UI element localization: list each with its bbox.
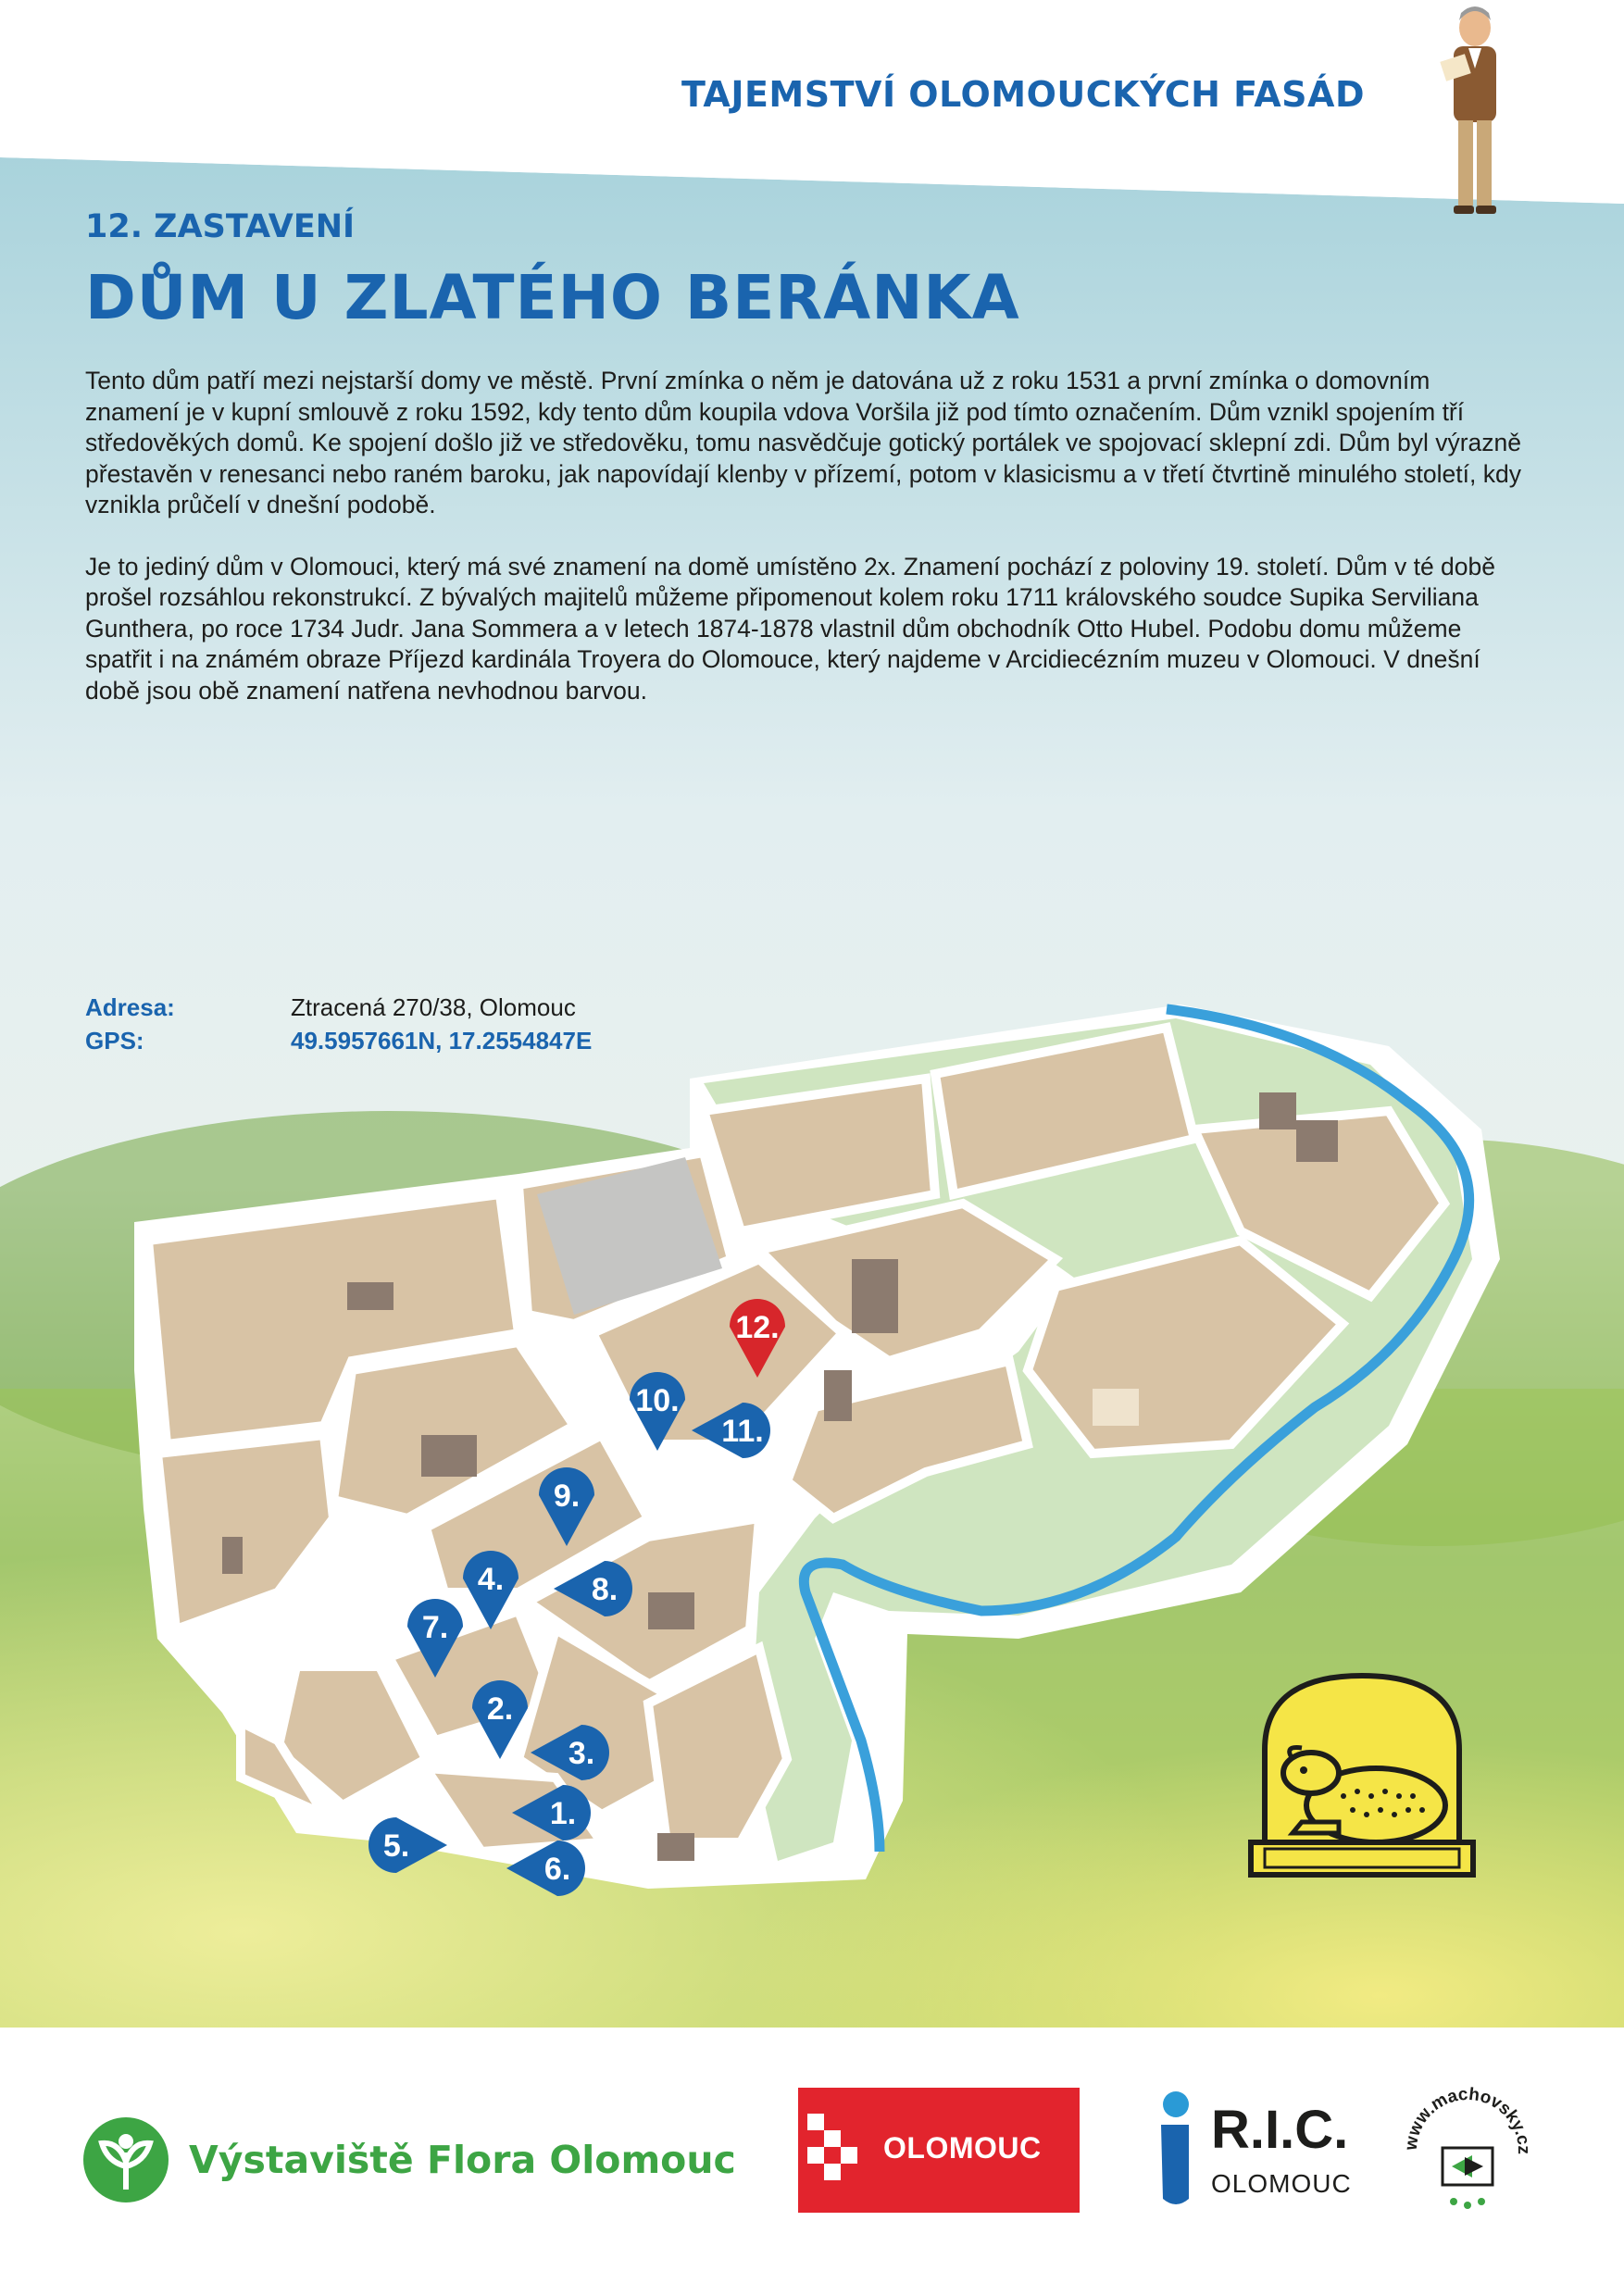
map-pin-label: 3. <box>568 1736 595 1771</box>
ric-logo[interactable] <box>1148 2088 1370 2213</box>
olomouc-text: OLOMOUC <box>883 2131 1042 2165</box>
machovsky-logo[interactable] <box>1398 2081 1537 2220</box>
professor-illustration <box>1424 0 1526 220</box>
description <box>85 366 1530 737</box>
paragraph: Tento dům patří mezi nejstarší domy ve městě. První zmínka o něm je datována už z roku 1531 a první zmínka o domovním znamení je v kupní smlouvě z roku 1592, kdy tento dům koupila vdova Voršila již pod tímto označením. Dům vznikl spojením tří středověkých domů. Ke spojení došlo již ve středověku, tomu nasvědčuje gotický portálek ve spojovací sklepní zdi. Dům byl výrazně přestavěn v renesanci nebo raném baroku, jak napovídají klenby v přízemí, potom v klasicismu a v třetí čtvrtině minulého století, kdy vznikla průčelí v dnešní podobě. <box>85 367 1522 518</box>
golden-lamb-sign <box>1237 1657 1487 1889</box>
light-block <box>1093 1389 1139 1426</box>
map-pin-label: 7. <box>421 1610 449 1645</box>
series-title: TAJEMSTVÍ OLOMOUCKÝCH FASÁD <box>681 74 1365 115</box>
flora-logo[interactable] <box>81 2115 736 2204</box>
machovsky-url: www.machovsky.cz <box>1401 2084 1534 2155</box>
map-pin-label: 11. <box>721 1414 764 1449</box>
map-pin-label: 2. <box>486 1691 514 1727</box>
flora-name: Výstaviště Flora Olomouc <box>189 2138 736 2182</box>
ric-name: R.I.C. <box>1211 2100 1349 2160</box>
page-title: DŮM U ZLATÉHO BERÁNKA <box>85 262 1020 333</box>
map-pin-label: 5. <box>382 1828 410 1864</box>
address-label: Adresa: <box>85 993 175 1021</box>
map-pin-label: 12. <box>735 1310 780 1345</box>
ric-city: OLOMOUC <box>1211 2169 1352 2198</box>
info-icon <box>1148 2088 1204 2213</box>
paragraph: Je to jediný dům v Olomouci, který má své znamení na domě umístěno 2x. Znamení pochází z poloviny 19. století. Dům v té době prošel rozsáhlou rekonstrukcí. Z bývalých majitelů můžeme připomenout kolem roku 1711 královského soudce Supika Serviliana Gunthera, po roce 1734 Judr. Jana Sommera a v letech 1874-1878 vlastnil dům obchodník Otto Hubel. Podobu domu můžeme spatřit i na známém obraze Příjezd kardinála Troyera do Olomouce, který najdeme v Arcidiecézním muzeu v Olomouci. V dnešní době jsou obě znamení natřena nevhodnou barvou. <box>85 552 1496 705</box>
map-pin-label: 4. <box>477 1562 505 1597</box>
address-value: Ztracená 270/38, Olomouc <box>291 993 576 1021</box>
gps-value: 49.5957661N, 17.2554847E <box>291 1027 593 1054</box>
map-pin-label: 6. <box>543 1852 571 1887</box>
map-pin-label: 1. <box>549 1796 577 1831</box>
checker-icon <box>798 2088 863 2213</box>
map-pin-label: 9. <box>553 1479 581 1514</box>
olomouc-logo[interactable] <box>798 2088 1080 2213</box>
gps-label: GPS: <box>85 1027 144 1054</box>
flora-leaf-icon <box>81 2115 170 2204</box>
map-pin-label: 8. <box>591 1572 618 1607</box>
map-pin-label: 10. <box>635 1383 680 1418</box>
stop-label: 12. ZASTAVENÍ <box>85 208 356 245</box>
